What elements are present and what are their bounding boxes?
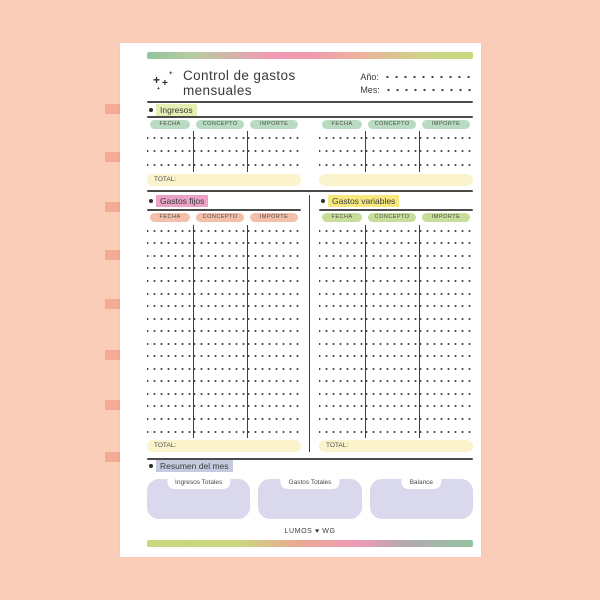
dotted-cell: [319, 325, 365, 338]
top-gradient-bar: [147, 52, 473, 59]
summary-box-ingresos-totales: [147, 479, 250, 519]
dotted-cell: [147, 250, 193, 263]
column-header-fecha: FECHA: [322, 120, 363, 129]
dotted-cell: [193, 158, 247, 172]
summary-box-label: Gastos Totales: [281, 479, 340, 489]
dotted-cell: [147, 300, 193, 313]
dotted-cell: [419, 145, 473, 159]
dotted-cell: [193, 131, 247, 145]
dotted-cell: [147, 262, 193, 275]
dotted-cell: [147, 400, 193, 413]
column-header-fecha: FECHA: [150, 213, 191, 222]
dotted-cell: [147, 275, 193, 288]
dotted-entry-row: [147, 350, 301, 363]
dotted-cell: [319, 237, 365, 250]
dotted-entry-row: [319, 250, 473, 263]
dotted-entry-row: [319, 363, 473, 376]
dotted-cell: [365, 225, 419, 238]
dotted-cell: [365, 237, 419, 250]
dotted-entry-row: [319, 400, 473, 413]
dotted-cell: [193, 350, 247, 363]
dotted-cell: [365, 375, 419, 388]
year-label: Año:: [360, 71, 379, 82]
gastos-fijos-panel: [147, 195, 310, 452]
dotted-cell: [147, 425, 193, 438]
planner-page: [120, 43, 481, 557]
column-fecha: [319, 213, 365, 222]
month-dotted-line: [384, 86, 473, 94]
column-importe: [419, 213, 473, 222]
section-gastos-variables-header: [319, 195, 473, 208]
ingresos-table-left: [147, 118, 301, 186]
dotted-entry-row: [147, 363, 301, 376]
dotted-cell: [193, 145, 247, 159]
dotted-entry-row: [147, 237, 301, 250]
column-header-importe: IMPORTE: [422, 213, 469, 222]
dotted-cell: [365, 158, 419, 172]
dotted-rows: [319, 131, 473, 172]
dotted-cell: [247, 237, 301, 250]
dotted-cell: [319, 375, 365, 388]
dotted-cell: [419, 312, 473, 325]
column-concepto: [365, 213, 419, 222]
dotted-cell: [419, 425, 473, 438]
dotted-cell: [419, 131, 473, 145]
footer-brand: LUMOS ♥ WG: [284, 527, 336, 535]
page-header: [147, 67, 473, 99]
column-header-fecha: FECHA: [150, 120, 191, 129]
column-header-concepto: CONCEPTO: [196, 213, 243, 222]
dotted-rows: [319, 225, 473, 438]
dotted-entry-row: [147, 275, 301, 288]
sparkles-icon: [147, 69, 183, 97]
dotted-cell: [147, 325, 193, 338]
dotted-cell: [247, 131, 301, 145]
dotted-entry-row: [319, 325, 473, 338]
dotted-entry-row: [147, 300, 301, 313]
dotted-entry-row: [147, 425, 301, 438]
column-fecha: [319, 120, 365, 129]
dotted-cell: [419, 287, 473, 300]
ingresos-table-right: [319, 118, 473, 186]
dotted-entry-row: [147, 337, 301, 350]
dotted-cell: [365, 312, 419, 325]
dotted-cell: [365, 425, 419, 438]
dotted-cell: [365, 413, 419, 426]
month-label: Mes:: [360, 84, 380, 95]
ingresos-tables: [147, 118, 473, 186]
dotted-cell: [365, 275, 419, 288]
dotted-cell: [319, 287, 365, 300]
dotted-cell: [365, 337, 419, 350]
ingresos-total-left: TOTAL:: [147, 174, 301, 186]
dotted-entry-row: [319, 287, 473, 300]
column-concepto: [193, 213, 247, 222]
dotted-cell: [193, 312, 247, 325]
column-header-importe: IMPORTE: [422, 120, 469, 129]
gastos-fijos-total: TOTAL:: [147, 440, 301, 452]
dotted-entry-row: [147, 325, 301, 338]
summary-box-balance: [370, 479, 473, 519]
dotted-cell: [247, 388, 301, 401]
dotted-cell: [247, 312, 301, 325]
sparkle-glyph: +: [153, 73, 161, 87]
dotted-cell: [193, 400, 247, 413]
dotted-entry-row: [319, 312, 473, 325]
dotted-cell: [147, 337, 193, 350]
dotted-cell: [247, 225, 301, 238]
dotted-cell: [147, 131, 193, 145]
dotted-cell: [419, 325, 473, 338]
dotted-rows: [147, 131, 301, 172]
dotted-cell: [193, 388, 247, 401]
dotted-entry-row: [319, 413, 473, 426]
summary-box-label: Balance: [402, 479, 442, 489]
dotted-cell: [193, 363, 247, 376]
dotted-entry-row: [147, 145, 301, 159]
dotted-entry-row: [319, 300, 473, 313]
dotted-entry-row: [147, 287, 301, 300]
dotted-entry-row: [319, 388, 473, 401]
dotted-cell: [147, 287, 193, 300]
column-importe: [247, 120, 301, 129]
dotted-cell: [247, 375, 301, 388]
table-header-row: [319, 211, 473, 225]
sparkle-glyph: +: [169, 71, 173, 77]
dotted-cell: [193, 413, 247, 426]
section-gastos-variables-label: Gastos variables: [328, 195, 399, 207]
bullet-dot-icon: [149, 464, 153, 468]
dotted-cell: [147, 237, 193, 250]
dotted-entry-row: [147, 400, 301, 413]
dotted-entry-row: [319, 237, 473, 250]
dotted-cell: [147, 375, 193, 388]
dotted-entry-row: [147, 158, 301, 172]
dotted-cell: [247, 400, 301, 413]
section-ingresos-header: [147, 103, 473, 116]
dotted-cell: [319, 145, 365, 159]
column-header-fecha: FECHA: [322, 213, 363, 222]
dotted-cell: [247, 262, 301, 275]
dotted-cell: [247, 250, 301, 263]
dotted-cell: [193, 237, 247, 250]
ingresos-total-right: [319, 174, 473, 186]
dotted-cell: [419, 250, 473, 263]
dotted-cell: [319, 363, 365, 376]
dotted-entry-row: [319, 158, 473, 172]
dotted-cell: [319, 275, 365, 288]
dotted-cell: [319, 400, 365, 413]
dotted-cell: [419, 225, 473, 238]
gastos-variables-panel: [310, 195, 473, 452]
dotted-cell: [365, 400, 419, 413]
page-title: Control de gastos mensuales: [183, 68, 296, 98]
dotted-cell: [319, 250, 365, 263]
dotted-entry-row: [319, 350, 473, 363]
dotted-cell: [419, 350, 473, 363]
dotted-cell: [419, 337, 473, 350]
dotted-cell: [193, 337, 247, 350]
dotted-cell: [193, 300, 247, 313]
sparkle-glyph: +: [157, 86, 160, 92]
dotted-cell: [147, 158, 193, 172]
column-fecha: [147, 213, 193, 222]
dotted-entry-row: [147, 388, 301, 401]
dotted-cell: [147, 363, 193, 376]
dotted-cell: [319, 312, 365, 325]
dotted-cell: [193, 262, 247, 275]
section-gastos-fijos-header: [147, 195, 301, 208]
dotted-cell: [365, 325, 419, 338]
dotted-cell: [319, 158, 365, 172]
dotted-cell: [147, 312, 193, 325]
dotted-cell: [193, 275, 247, 288]
dotted-cell: [247, 275, 301, 288]
table-header-row: [147, 211, 301, 225]
column-header-importe: IMPORTE: [250, 120, 297, 129]
bottom-gradient-bar: [147, 540, 473, 547]
dotted-cell: [147, 145, 193, 159]
dotted-entry-row: [319, 262, 473, 275]
summary-box-gastos-totales: [258, 479, 361, 519]
dotted-cell: [419, 262, 473, 275]
bullet-dot-icon: [149, 108, 153, 112]
dotted-cell: [319, 262, 365, 275]
dotted-cell: [193, 325, 247, 338]
dotted-cell: [247, 145, 301, 159]
dotted-cell: [247, 287, 301, 300]
dotted-cell: [319, 337, 365, 350]
bullet-dot-icon: [149, 199, 153, 203]
dotted-cell: [419, 400, 473, 413]
dotted-cell: [319, 388, 365, 401]
dotted-cell: [419, 388, 473, 401]
dotted-cell: [247, 425, 301, 438]
dotted-cell: [247, 350, 301, 363]
month-row: [360, 83, 473, 96]
dotted-cell: [419, 237, 473, 250]
dotted-entry-row: [319, 425, 473, 438]
dotted-cell: [365, 388, 419, 401]
dotted-entry-row: [319, 225, 473, 238]
summary-box-label: Ingresos Totales: [167, 479, 230, 489]
column-concepto: [193, 120, 247, 129]
dotted-cell: [319, 413, 365, 426]
section-resumen-header: [147, 460, 473, 473]
dotted-cell: [193, 425, 247, 438]
dotted-cell: [419, 158, 473, 172]
column-header-concepto: CONCEPTO: [368, 120, 415, 129]
dotted-cell: [419, 275, 473, 288]
gastos-section: [147, 195, 473, 452]
dotted-cell: [147, 225, 193, 238]
section-ingresos-label: Ingresos: [156, 104, 197, 116]
column-importe: [247, 213, 301, 222]
dotted-cell: [365, 131, 419, 145]
dotted-entry-row: [147, 250, 301, 263]
column-header-concepto: CONCEPTO: [368, 213, 415, 222]
dotted-cell: [319, 225, 365, 238]
dotted-cell: [419, 363, 473, 376]
dotted-cell: [193, 287, 247, 300]
year-row: [360, 70, 473, 83]
dotted-cell: [193, 375, 247, 388]
column-fecha: [147, 120, 193, 129]
dotted-cell: [147, 388, 193, 401]
dotted-cell: [193, 225, 247, 238]
dotted-cell: [247, 325, 301, 338]
dotted-cell: [247, 158, 301, 172]
dotted-entry-row: [319, 145, 473, 159]
sparkle-glyph: +: [162, 78, 168, 89]
gastos-variables-total: TOTAL:: [319, 440, 473, 452]
table-header-row: [147, 118, 301, 131]
dotted-cell: [365, 250, 419, 263]
divider-rule: [147, 190, 473, 192]
bullet-dot-icon: [321, 199, 325, 203]
dotted-entry-row: [147, 413, 301, 426]
dotted-cell: [247, 300, 301, 313]
dotted-cell: [365, 300, 419, 313]
dotted-cell: [319, 131, 365, 145]
dotted-entry-row: [147, 262, 301, 275]
dotted-entry-row: [147, 312, 301, 325]
dotted-cell: [319, 350, 365, 363]
column-header-concepto: CONCEPTO: [196, 120, 243, 129]
dotted-cell: [319, 425, 365, 438]
summary-boxes-row: [147, 479, 473, 519]
section-gastos-fijos-label: Gastos fijos: [156, 195, 208, 207]
dotted-cell: [319, 300, 365, 313]
dotted-cell: [365, 363, 419, 376]
year-dotted-line: [383, 73, 473, 81]
dotted-cell: [419, 413, 473, 426]
date-block: [360, 70, 473, 96]
column-concepto: [365, 120, 419, 129]
dotted-rows: [147, 225, 301, 438]
dotted-cell: [365, 262, 419, 275]
dotted-cell: [419, 375, 473, 388]
dotted-cell: [147, 350, 193, 363]
dotted-cell: [247, 363, 301, 376]
dotted-cell: [365, 287, 419, 300]
table-header-row: [319, 118, 473, 131]
dotted-cell: [247, 413, 301, 426]
dotted-entry-row: [319, 275, 473, 288]
dotted-entry-row: [319, 131, 473, 145]
dotted-entry-row: [319, 337, 473, 350]
column-importe: [419, 120, 473, 129]
dotted-entry-row: [147, 225, 301, 238]
dotted-entry-row: [147, 131, 301, 145]
dotted-cell: [365, 145, 419, 159]
dotted-cell: [365, 350, 419, 363]
dotted-cell: [147, 413, 193, 426]
dotted-cell: [419, 300, 473, 313]
dotted-cell: [193, 250, 247, 263]
dotted-cell: [247, 337, 301, 350]
column-header-importe: IMPORTE: [250, 213, 297, 222]
dotted-entry-row: [319, 375, 473, 388]
dotted-entry-row: [147, 375, 301, 388]
section-resumen-label: Resumen del mes: [156, 460, 233, 472]
